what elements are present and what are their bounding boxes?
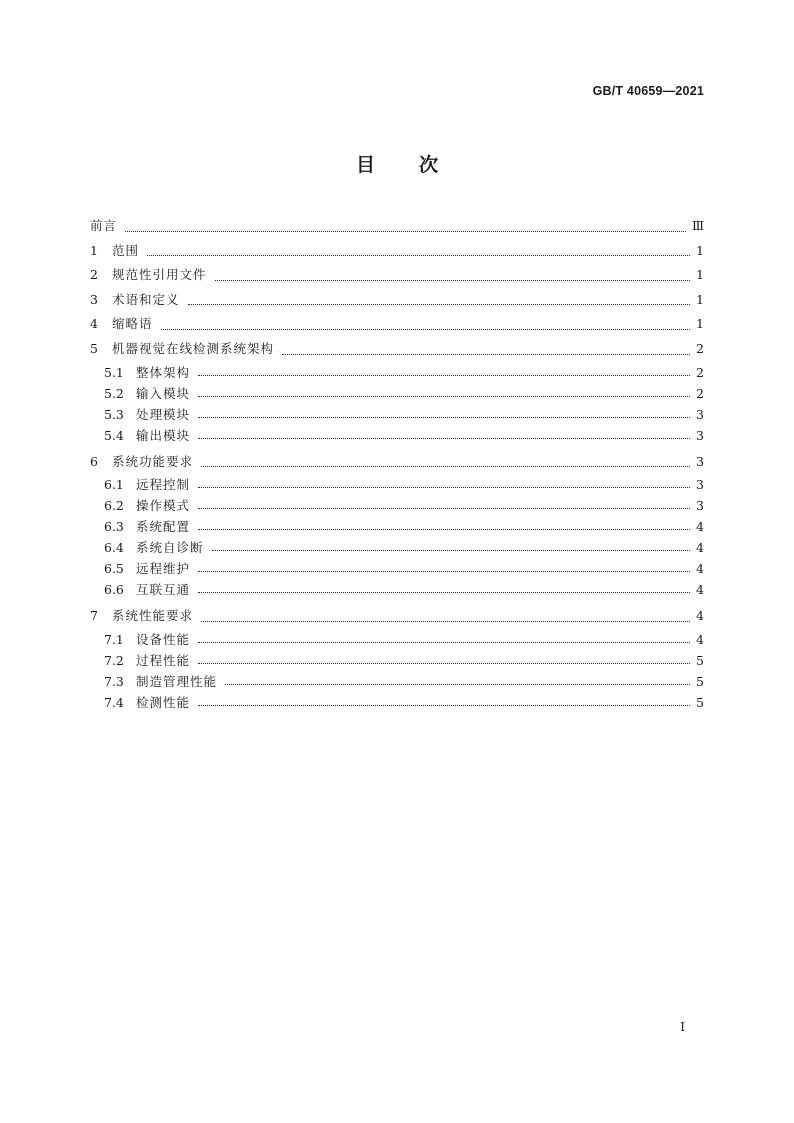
toc-entry[interactable]	[90, 495, 704, 516]
dot-leader	[125, 231, 686, 232]
toc-entry-label: 制造管理性能	[136, 673, 218, 689]
toc-entry[interactable]	[90, 604, 704, 629]
toc-entry-page: 2	[696, 385, 704, 401]
toc-entry[interactable]	[90, 474, 704, 495]
toc-entry[interactable]	[90, 425, 704, 446]
toc-entry-number: 3	[90, 291, 98, 307]
toc-entry[interactable]	[90, 579, 704, 600]
toc-entry-page: 4	[696, 540, 704, 556]
dot-leader	[282, 354, 690, 355]
dot-leader	[198, 571, 690, 572]
toc-entry-number: 7.2	[104, 652, 124, 668]
toc-entry[interactable]	[90, 450, 704, 475]
toc-entry-page: 4	[696, 631, 704, 647]
dot-leader	[147, 255, 690, 256]
toc-entry-page: 4	[696, 608, 704, 624]
toc-entry-number: 5.1	[104, 364, 124, 380]
toc-entry-number: 7.1	[104, 631, 124, 647]
toc-entry[interactable]	[90, 692, 704, 713]
toc-entry[interactable]	[90, 288, 704, 313]
toc-entry-label: 输出模块	[136, 427, 191, 443]
toc-entry-page: 1	[696, 316, 704, 332]
toc-entry[interactable]	[90, 239, 704, 264]
toc-entry-label: 输入模块	[136, 385, 191, 401]
toc-entry-page: 3	[696, 498, 704, 514]
toc-entry-label: 整体架构	[136, 364, 191, 380]
dot-leader	[188, 304, 690, 305]
toc-entry-number: 6.4	[104, 540, 124, 556]
toc-entry-page: 5	[696, 652, 704, 668]
toc-entry[interactable]	[90, 671, 704, 692]
dot-leader	[212, 550, 690, 551]
dot-leader	[225, 684, 690, 685]
dot-leader	[201, 466, 690, 467]
dot-leader	[198, 529, 690, 530]
dot-leader	[198, 592, 690, 593]
toc-entry-page: 5	[696, 694, 704, 710]
toc-entry-number: 5.4	[104, 427, 124, 443]
toc-entry-label: 系统性能要求	[112, 608, 194, 624]
toc-entry[interactable]	[90, 214, 704, 239]
dot-leader	[198, 375, 690, 376]
toc-entry-label: 互联互通	[136, 582, 191, 598]
table-of-contents	[90, 214, 704, 717]
toc-entry-label: 缩略语	[112, 316, 153, 332]
toc-entry[interactable]	[90, 404, 704, 425]
dot-leader	[161, 329, 690, 330]
toc-entry-page: 4	[696, 561, 704, 577]
toc-entry[interactable]	[90, 337, 704, 362]
toc-entry-number: 6.3	[104, 519, 124, 535]
dot-leader	[198, 705, 690, 706]
toc-entry-number: 6.5	[104, 561, 124, 577]
toc-entry-label: 前言	[90, 218, 118, 233]
toc-entry-page: 3	[696, 406, 704, 422]
toc-entry-page: 4	[696, 519, 704, 535]
toc-entry-label: 远程维护	[136, 561, 191, 577]
toc-entry[interactable]	[90, 629, 704, 650]
toc-entry[interactable]	[90, 263, 704, 288]
toc-entry[interactable]	[90, 362, 704, 383]
toc-entry-label: 系统自诊断	[136, 540, 204, 556]
dot-leader	[198, 396, 690, 397]
toc-entry-page: Ⅲ	[691, 218, 704, 233]
toc-entry-number: 5	[90, 340, 98, 356]
toc-entry-number: 2	[90, 267, 98, 283]
toc-entry-number: 6.2	[104, 498, 124, 514]
toc-entry-page: 2	[696, 364, 704, 380]
toc-entry-page: 1	[696, 242, 704, 258]
dot-leader	[215, 280, 690, 281]
toc-entry-label: 规范性引用文件	[112, 267, 207, 283]
dot-leader	[198, 438, 690, 439]
toc-entry-page: 4	[696, 582, 704, 598]
toc-entry[interactable]	[90, 516, 704, 537]
toc-entry[interactable]	[90, 558, 704, 579]
toc-entry-page: 1	[696, 291, 704, 307]
toc-entry-label: 系统配置	[136, 519, 191, 535]
toc-entry-label: 远程控制	[136, 477, 191, 493]
toc-entry-number: 7.4	[104, 694, 124, 710]
toc-entry[interactable]	[90, 650, 704, 671]
dot-leader	[198, 417, 690, 418]
dot-leader	[198, 663, 690, 664]
dot-leader	[198, 508, 690, 509]
toc-entry[interactable]	[90, 312, 704, 337]
toc-entry-label: 设备性能	[136, 631, 191, 647]
toc-entry-page: 5	[696, 673, 704, 689]
toc-entry-number: 7	[90, 608, 98, 624]
toc-entry-page: 3	[696, 453, 704, 469]
toc-entry-number: 5.2	[104, 385, 124, 401]
toc-entry-page: 3	[696, 427, 704, 443]
toc-entry-number: 6.1	[104, 477, 124, 493]
toc-entry-page: 3	[696, 477, 704, 493]
toc-entry-label: 术语和定义	[112, 291, 180, 307]
toc-entry-label: 系统功能要求	[112, 453, 194, 469]
toc-entry-number: 7.3	[104, 673, 124, 689]
toc-entry-label: 操作模式	[136, 498, 191, 514]
toc-entry-page: 1	[696, 267, 704, 283]
toc-entry-label: 过程性能	[136, 652, 191, 668]
page-number: I	[680, 1020, 685, 1034]
toc-entry-number: 5.3	[104, 406, 124, 422]
page-title: 目次	[355, 154, 482, 176]
toc-entry-label: 检测性能	[136, 694, 191, 710]
standard-number: GB/T 40659—2021	[592, 84, 704, 98]
toc-entry-number: 6.6	[104, 582, 124, 598]
toc-entry-number: 1	[90, 242, 98, 258]
toc-entry-number: 6	[90, 453, 98, 469]
dot-leader	[201, 621, 690, 622]
toc-entry-label: 范围	[112, 242, 140, 258]
toc-entry[interactable]	[90, 383, 704, 404]
toc-entry-label: 处理模块	[136, 406, 191, 422]
dot-leader	[198, 487, 690, 488]
dot-leader	[198, 642, 690, 643]
toc-entry-label: 机器视觉在线检测系统架构	[112, 340, 275, 356]
toc-entry[interactable]	[90, 537, 704, 558]
toc-entry-number: 4	[90, 316, 98, 332]
toc-entry-page: 2	[696, 340, 704, 356]
